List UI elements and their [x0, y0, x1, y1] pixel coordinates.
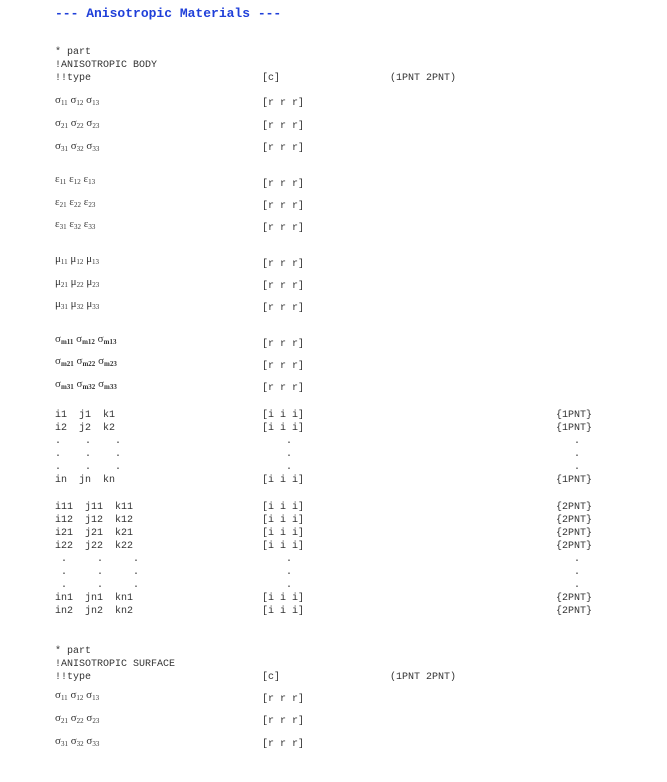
pnt1-format-2: [i i i]	[262, 423, 305, 434]
surface-sigma-row-3: $\sigma_{31}$ $\sigma_{32}$ $\sigma_{33}$	[55, 735, 100, 748]
sigma-format-2: [r r r]	[262, 121, 305, 132]
epsilon-format-3: [r r r]	[262, 223, 305, 234]
pnt2-format-1: [i i i]	[262, 502, 305, 513]
ellipsis-dot: .	[286, 567, 293, 578]
pnt2-tag-n2: {2PNT}	[556, 606, 593, 617]
sigma-m-format-2: [r r r]	[262, 361, 305, 372]
ellipsis-dot: .	[61, 580, 68, 591]
page-title: --- Anisotropic Materials ---	[55, 6, 282, 21]
keyword-anisotropic-surface: !ANISOTROPIC SURFACE	[55, 659, 176, 670]
pnt2-tag-1: {2PNT}	[556, 502, 593, 513]
surface-sigma-format-2: [r r r]	[262, 716, 305, 727]
pnt2-format-3: [i i i]	[262, 528, 305, 539]
ellipsis-dot: .	[286, 554, 293, 565]
surface-sigma-row-2: $\sigma_{21}$ $\sigma_{22}$ $\sigma_{23}$	[55, 712, 100, 725]
pnt1-tag-1: {1PNT}	[556, 410, 593, 421]
pnt1-row-2: i2 j2 k2	[55, 423, 116, 434]
ellipsis-dot: .	[85, 462, 92, 473]
epsilon-format-1: [r r r]	[262, 179, 305, 190]
epsilon-row-1: $\varepsilon_{11}$ $\varepsilon_{12}$ $\varepsilon_{13}$	[55, 173, 96, 186]
ellipsis-dot: .	[574, 554, 581, 565]
ellipsis-dot: .	[286, 580, 293, 591]
type-options: (1PNT 2PNT)	[390, 73, 457, 84]
mu-row-1: $\mu_{11}$ $\mu_{12}$ $\mu_{13}$	[55, 253, 99, 266]
pnt1-tag-2: {1PNT}	[556, 423, 593, 434]
sigma-m-row-3: $\sigma_{m31}$ $\sigma_{m32}$ $\sigma_{m33}$	[55, 378, 117, 391]
ellipsis-dot: .	[115, 436, 122, 447]
epsilon-row-3: $\varepsilon_{31}$ $\varepsilon_{32}$ $\varepsilon_{33}$	[55, 218, 96, 231]
sigma-m-row-2: $\sigma_{m21}$ $\sigma_{m22}$ $\sigma_{m23}$	[55, 355, 117, 368]
ellipsis-dot: .	[85, 449, 92, 460]
ellipsis-dot: .	[574, 436, 581, 447]
pnt1-format-n: [i i i]	[262, 475, 305, 486]
ellipsis-dot: .	[286, 449, 293, 460]
type-value: [c]	[262, 672, 281, 683]
mu-format-1: [r r r]	[262, 259, 305, 270]
ellipsis-dot: .	[55, 436, 62, 447]
pnt1-row-1: i1 j1 k1	[55, 410, 116, 421]
type-value: [c]	[262, 73, 281, 84]
ellipsis-dot: .	[55, 462, 62, 473]
pnt2-tag-4: {2PNT}	[556, 541, 593, 552]
type-label: !!type	[55, 73, 92, 84]
ellipsis-dot: .	[97, 567, 104, 578]
keyword-anisotropic-body: !ANISOTROPIC BODY	[55, 60, 158, 71]
pnt2-row-n2: in2 jn2 kn2	[55, 606, 134, 617]
pnt2-tag-2: {2PNT}	[556, 515, 593, 526]
ellipsis-dot: .	[133, 567, 140, 578]
sigma-format-3: [r r r]	[262, 143, 305, 154]
ellipsis-dot: .	[574, 567, 581, 578]
epsilon-format-2: [r r r]	[262, 201, 305, 212]
part-comment: * part	[55, 47, 92, 58]
mu-row-3: $\mu_{31}$ $\mu_{32}$ $\mu_{33}$	[55, 298, 100, 311]
pnt1-format-1: [i i i]	[262, 410, 305, 421]
pnt2-tag-3: {2PNT}	[556, 528, 593, 539]
pnt1-row-n: in jn kn	[55, 475, 116, 486]
ellipsis-dot: .	[574, 449, 581, 460]
ellipsis-dot: .	[286, 462, 293, 473]
type-options: (1PNT 2PNT)	[390, 672, 457, 683]
mu-format-2: [r r r]	[262, 281, 305, 292]
pnt2-format-4: [i i i]	[262, 541, 305, 552]
sigma-m-row-1: $\sigma_{m11}$ $\sigma_{m12}$ $\sigma_{m13}$	[55, 333, 117, 346]
pnt2-row-n1: in1 jn1 kn1	[55, 593, 134, 604]
ellipsis-dot: .	[574, 462, 581, 473]
epsilon-row-2: $\varepsilon_{21}$ $\varepsilon_{22}$ $\varepsilon_{23}$	[55, 196, 96, 209]
sigma-row-1: $\sigma_{11}$ $\sigma_{12}$ $\sigma_{13}$	[55, 94, 100, 107]
ellipsis-dot: .	[61, 554, 68, 565]
ellipsis-dot: .	[115, 462, 122, 473]
ellipsis-dot: .	[133, 554, 140, 565]
sigma-row-2: $\sigma_{21}$ $\sigma_{22}$ $\sigma_{23}$	[55, 117, 100, 130]
pnt1-tag-n: {1PNT}	[556, 475, 593, 486]
pnt2-format-n2: [i i i]	[262, 606, 305, 617]
pnt2-tag-n1: {2PNT}	[556, 593, 593, 604]
type-label: !!type	[55, 672, 92, 683]
pnt2-format-2: [i i i]	[262, 515, 305, 526]
ellipsis-dot: .	[115, 449, 122, 460]
sigma-row-3: $\sigma_{31}$ $\sigma_{32}$ $\sigma_{33}$	[55, 140, 100, 153]
ellipsis-dot: .	[574, 580, 581, 591]
pnt2-row-3: i21 j21 k21	[55, 528, 134, 539]
ellipsis-dot: .	[61, 567, 68, 578]
part-comment: * part	[55, 646, 92, 657]
ellipsis-dot: .	[97, 554, 104, 565]
surface-sigma-row-1: $\sigma_{11}$ $\sigma_{12}$ $\sigma_{13}$	[55, 689, 100, 702]
sigma-m-format-1: [r r r]	[262, 339, 305, 350]
pnt2-format-n1: [i i i]	[262, 593, 305, 604]
pnt2-row-4: i22 j22 k22	[55, 541, 134, 552]
surface-sigma-format-1: [r r r]	[262, 694, 305, 705]
ellipsis-dot: .	[133, 580, 140, 591]
ellipsis-dot: .	[85, 436, 92, 447]
sigma-m-format-3: [r r r]	[262, 383, 305, 394]
ellipsis-dot: .	[97, 580, 104, 591]
surface-sigma-format-3: [r r r]	[262, 739, 305, 750]
mu-format-3: [r r r]	[262, 303, 305, 314]
ellipsis-dot: .	[55, 449, 62, 460]
mu-row-2: $\mu_{21}$ $\mu_{22}$ $\mu_{23}$	[55, 276, 100, 289]
sigma-format-1: [r r r]	[262, 98, 305, 109]
ellipsis-dot: .	[286, 436, 293, 447]
pnt2-row-2: i12 j12 k12	[55, 515, 134, 526]
pnt2-row-1: i11 j11 k11	[55, 502, 134, 513]
